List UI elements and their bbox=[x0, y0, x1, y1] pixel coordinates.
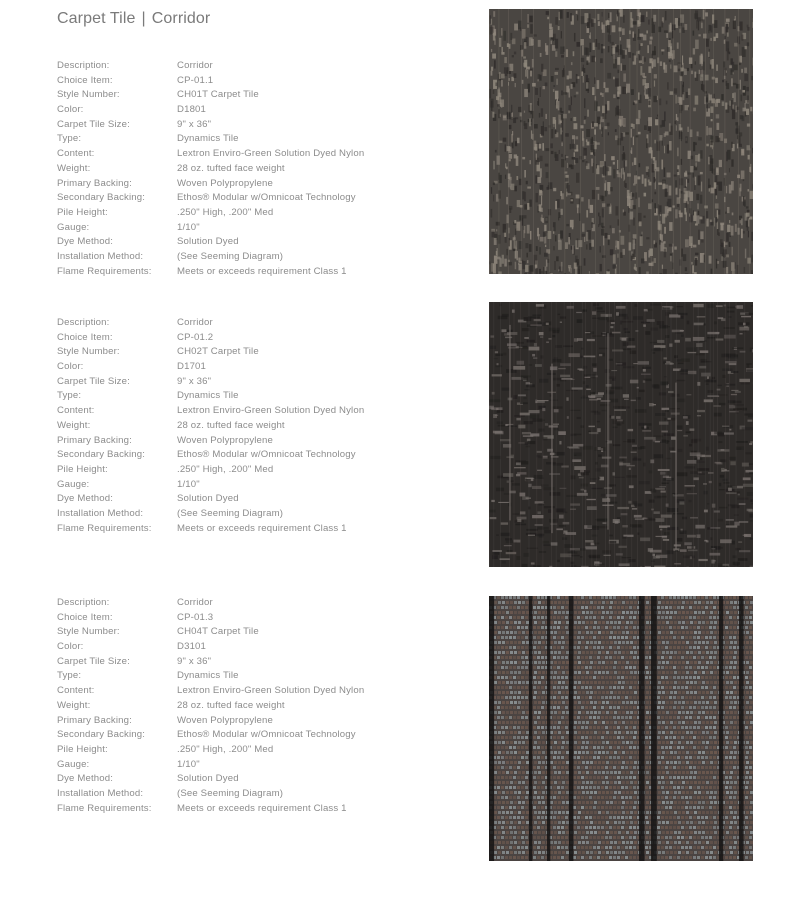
spec-label: Installation Method: bbox=[57, 250, 144, 262]
spec-value: 1/10" bbox=[177, 478, 200, 490]
spec-label: Pile Height: bbox=[57, 206, 108, 218]
carpet-swatch-image-1 bbox=[489, 9, 753, 274]
spec-row bbox=[57, 492, 457, 507]
spec-row bbox=[57, 375, 457, 390]
spec-label: Secondary Backing: bbox=[57, 729, 146, 741]
spec-label: Type: bbox=[57, 133, 82, 145]
spec-label: Pile Height: bbox=[57, 463, 108, 475]
spec-label: Choice Item: bbox=[57, 331, 113, 343]
spec-label: Weight: bbox=[57, 699, 91, 711]
spec-label: Content: bbox=[57, 148, 95, 160]
spec-value: .250" High, .200" Med bbox=[177, 463, 274, 475]
spec-value: Woven Polypropylene bbox=[177, 434, 274, 446]
spec-label: Gauge: bbox=[57, 221, 90, 233]
spec-row bbox=[57, 177, 457, 192]
spec-row bbox=[57, 507, 457, 522]
spec-label: Dye Method: bbox=[57, 493, 114, 505]
spec-value: Dynamics Tile bbox=[177, 133, 239, 145]
spec-value: Woven Polypropylene bbox=[177, 177, 274, 189]
spec-label: Type: bbox=[57, 670, 82, 682]
spec-label: Color: bbox=[57, 361, 84, 373]
spec-label: Weight: bbox=[57, 419, 91, 431]
spec-value: D1701 bbox=[177, 361, 207, 373]
spec-value: Dynamics Tile bbox=[177, 670, 239, 682]
spec-row bbox=[57, 802, 457, 817]
spec-row bbox=[57, 699, 457, 714]
spec-row bbox=[57, 250, 457, 265]
spec-value: (See Seeming Diagram) bbox=[177, 507, 284, 519]
spec-value: 1/10" bbox=[177, 758, 200, 770]
spec-label: Color: bbox=[57, 104, 84, 116]
spec-value: Corridor bbox=[177, 60, 213, 71]
spec-value: Lextron Enviro-Green Solution Dyed Nylon bbox=[177, 148, 365, 160]
spec-label: Dye Method: bbox=[57, 236, 114, 248]
spec-value: Meets or exceeds requirement Class 1 bbox=[177, 265, 347, 277]
spec-label: Flame Requirements: bbox=[57, 265, 152, 277]
spec-value: Lextron Enviro-Green Solution Dyed Nylon bbox=[177, 405, 365, 417]
spec-row bbox=[57, 787, 457, 802]
spec-label: Gauge: bbox=[57, 758, 90, 770]
spec-row bbox=[57, 118, 457, 133]
spec-list-3 bbox=[57, 596, 457, 816]
spec-value: Meets or exceeds requirement Class 1 bbox=[177, 802, 347, 814]
spec-label: Flame Requirements: bbox=[57, 802, 152, 814]
spec-value: 28 oz. tufted face weight bbox=[177, 699, 285, 711]
spec-value: CP-01.1 bbox=[177, 74, 214, 86]
spec-label: Content: bbox=[57, 685, 95, 697]
carpet-texture bbox=[489, 9, 753, 274]
spec-value: Ethos® Modular w/Omnicoat Technology bbox=[177, 192, 356, 204]
spec-row bbox=[57, 758, 457, 773]
spec-value: Solution Dyed bbox=[177, 773, 239, 785]
spec-label: Primary Backing: bbox=[57, 714, 132, 726]
spec-label: Choice Item: bbox=[57, 74, 113, 86]
spec-row bbox=[57, 743, 457, 758]
spec-row bbox=[57, 59, 457, 74]
spec-value: Woven Polypropylene bbox=[177, 714, 274, 726]
spec-value: CH04T Carpet Tile bbox=[177, 626, 259, 638]
spec-row bbox=[57, 404, 457, 419]
spec-label: Color: bbox=[57, 641, 84, 653]
spec-label: Style Number: bbox=[57, 626, 120, 638]
spec-label: Carpet Tile Size: bbox=[57, 375, 130, 387]
spec-row bbox=[57, 640, 457, 655]
spec-row bbox=[57, 147, 457, 162]
spec-label: Weight: bbox=[57, 162, 91, 174]
carpet-swatch-image-3 bbox=[489, 596, 753, 861]
spec-label: Style Number: bbox=[57, 346, 120, 358]
spec-row bbox=[57, 714, 457, 729]
spec-row bbox=[57, 478, 457, 493]
spec-row bbox=[57, 655, 457, 670]
spec-value: Ethos® Modular w/Omnicoat Technology bbox=[177, 729, 356, 741]
spec-row bbox=[57, 669, 457, 684]
spec-label: Secondary Backing: bbox=[57, 449, 146, 461]
spec-row bbox=[57, 235, 457, 250]
spec-row bbox=[57, 389, 457, 404]
spec-label: Carpet Tile Size: bbox=[57, 118, 130, 130]
spec-row bbox=[57, 522, 457, 537]
spec-row bbox=[57, 132, 457, 147]
spec-label: Installation Method: bbox=[57, 787, 144, 799]
spec-label: Content: bbox=[57, 405, 95, 417]
spec-value: Corridor bbox=[177, 317, 213, 328]
title-separator: | bbox=[141, 10, 146, 27]
spec-value: Lextron Enviro-Green Solution Dyed Nylon bbox=[177, 685, 365, 697]
spec-value: (See Seeming Diagram) bbox=[177, 787, 284, 799]
spec-value: .250" High, .200" Med bbox=[177, 743, 274, 755]
spec-value: 28 oz. tufted face weight bbox=[177, 162, 285, 174]
spec-row bbox=[57, 596, 457, 611]
carpet-texture bbox=[489, 596, 753, 861]
spec-list-1 bbox=[57, 59, 457, 279]
spec-value: 28 oz. tufted face weight bbox=[177, 419, 285, 431]
title-area: Corridor bbox=[151, 10, 211, 27]
spec-row bbox=[57, 206, 457, 221]
spec-value: CP-01.3 bbox=[177, 611, 214, 623]
spec-label: Description: bbox=[57, 317, 110, 328]
spec-row bbox=[57, 191, 457, 206]
page-title bbox=[57, 10, 210, 28]
spec-row bbox=[57, 316, 457, 331]
spec-value: CP-01.2 bbox=[177, 331, 214, 343]
spec-value: Solution Dyed bbox=[177, 236, 239, 248]
spec-label: Description: bbox=[57, 597, 110, 608]
spec-label: Style Number: bbox=[57, 89, 120, 101]
spec-row bbox=[57, 684, 457, 699]
spec-value: .250" High, .200" Med bbox=[177, 206, 274, 218]
spec-value: Dynamics Tile bbox=[177, 390, 239, 402]
spec-label: Carpet Tile Size: bbox=[57, 655, 130, 667]
spec-value: Ethos® Modular w/Omnicoat Technology bbox=[177, 449, 356, 461]
spec-value: Solution Dyed bbox=[177, 493, 239, 505]
spec-value: (See Seeming Diagram) bbox=[177, 250, 284, 262]
spec-row bbox=[57, 221, 457, 236]
spec-value: 9" x 36" bbox=[177, 375, 212, 387]
carpet-swatch-image-2 bbox=[489, 302, 753, 567]
spec-row bbox=[57, 265, 457, 280]
spec-row bbox=[57, 611, 457, 626]
spec-value: Meets or exceeds requirement Class 1 bbox=[177, 522, 347, 534]
spec-row bbox=[57, 625, 457, 640]
spec-value: 9" x 36" bbox=[177, 655, 212, 667]
spec-value: Corridor bbox=[177, 597, 213, 608]
spec-row bbox=[57, 74, 457, 89]
spec-row bbox=[57, 728, 457, 743]
spec-row bbox=[57, 345, 457, 360]
spec-label: Gauge: bbox=[57, 478, 90, 490]
spec-value: D3101 bbox=[177, 641, 207, 653]
spec-value: 1/10" bbox=[177, 221, 200, 233]
spec-label: Dye Method: bbox=[57, 773, 114, 785]
title-product: Carpet Tile bbox=[57, 10, 136, 27]
spec-label: Installation Method: bbox=[57, 507, 144, 519]
carpet-texture bbox=[489, 302, 753, 567]
spec-value: D1801 bbox=[177, 104, 207, 116]
spec-value: 9" x 36" bbox=[177, 118, 212, 130]
spec-label: Secondary Backing: bbox=[57, 192, 146, 204]
spec-row bbox=[57, 419, 457, 434]
spec-row bbox=[57, 162, 457, 177]
spec-row bbox=[57, 463, 457, 478]
spec-row bbox=[57, 772, 457, 787]
spec-label: Flame Requirements: bbox=[57, 522, 152, 534]
spec-label: Choice Item: bbox=[57, 611, 113, 623]
spec-row bbox=[57, 360, 457, 375]
spec-value: CH02T Carpet Tile bbox=[177, 346, 259, 358]
spec-row bbox=[57, 331, 457, 346]
spec-label: Type: bbox=[57, 390, 82, 402]
spec-row bbox=[57, 88, 457, 103]
spec-row bbox=[57, 448, 457, 463]
spec-label: Primary Backing: bbox=[57, 434, 132, 446]
spec-label: Pile Height: bbox=[57, 743, 108, 755]
spec-label: Description: bbox=[57, 60, 110, 71]
spec-row bbox=[57, 103, 457, 118]
spec-list-2 bbox=[57, 316, 457, 536]
spec-label: Primary Backing: bbox=[57, 177, 132, 189]
spec-row bbox=[57, 434, 457, 449]
spec-value: CH01T Carpet Tile bbox=[177, 89, 259, 101]
